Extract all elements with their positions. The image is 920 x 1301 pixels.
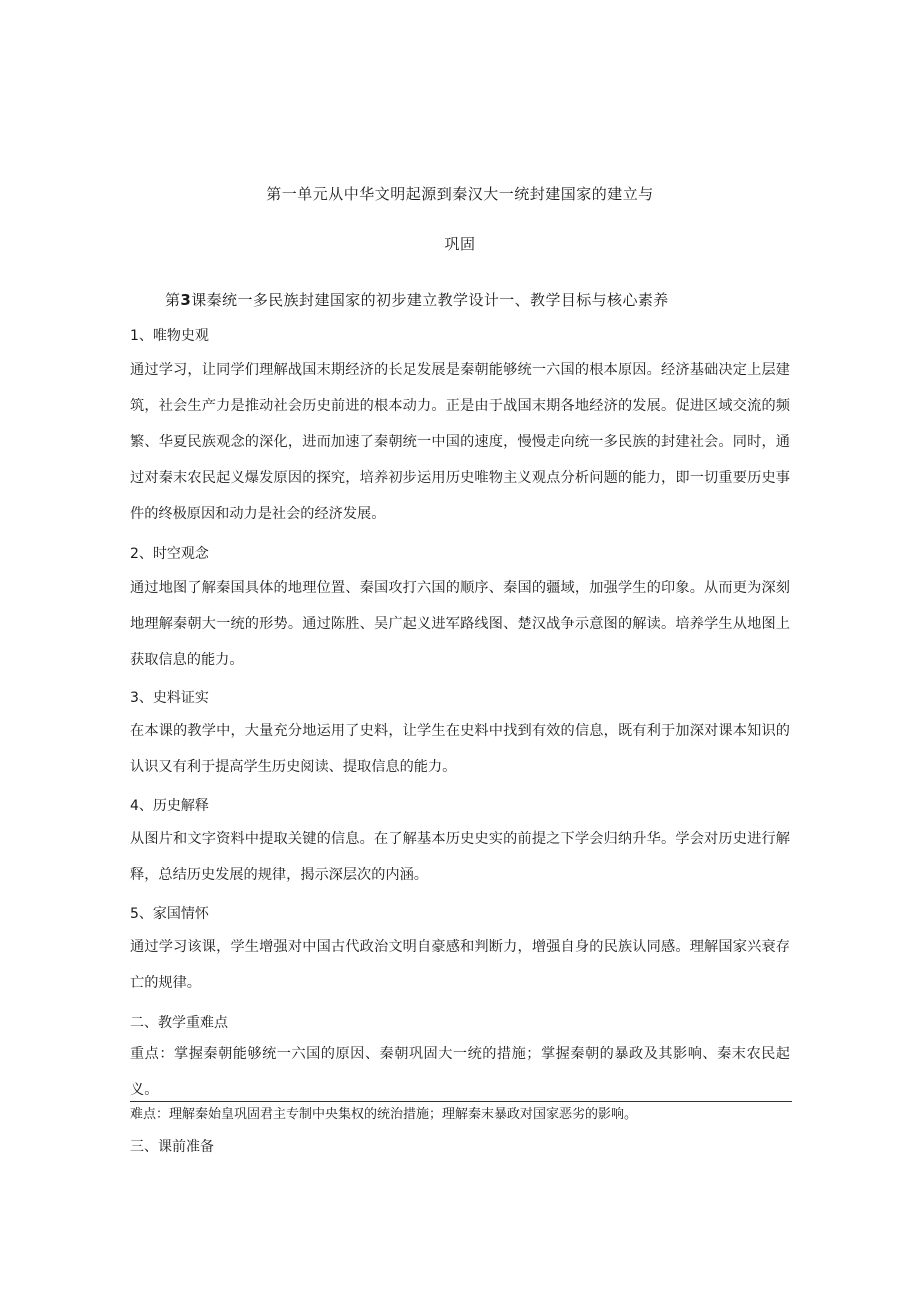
difficult-points-text: 难点：理解秦始皇巩固君主专制中央集权的统治措施；理解秦末暴政对国家恶劣的影响。 <box>130 1107 638 1122</box>
lesson-title-text: 课秦统一多民族封建国家的初步建立教学设计一、教学目标与核心素养 <box>191 291 669 309</box>
section-body-evidence: 在本课的教学中，大量充分地运用了史料，让学生在史料中找到有效的信息，既有利于加深对课本知识的认识又有利于提高学生历史阅读、提取信息的能力。 <box>130 723 790 775</box>
key-points-text: 重点：掌握秦朝能够统一六国的原因、秦朝巩固大一统的措施；掌握秦朝的暴政及其影响、秦末农民起义。 <box>130 1046 790 1098</box>
section-body-materialism: 通过学习，让同学们理解战国末期经济的长足发展是秦朝能够统一六国的根本原因。经济基础决定上层建筑，社会生产力是推动社会历史前进的根本动力。正是由于战国末期各地经济的发展。促进区域交流的频繁、华夏民族观念的深化，进而加速了秦朝统一中国的速度，慢慢走向统一多民族的封建社会。同时，通过对秦末农民起义爆发原因的探究，培养初步运用历史唯物主义观点分析问题的能力，即一切重要历史事件的终极原因和动力是社会的经济发展。 <box>130 362 790 522</box>
section-heading-interpretation: 4、历史解释 <box>130 798 209 814</box>
lesson-title <box>165 289 805 310</box>
section-heading-patriotism: 5、家国情怀 <box>130 906 209 922</box>
section-heading-spacetime: 2、时空观念 <box>130 546 209 562</box>
horizontal-divider <box>130 1101 792 1102</box>
unit-title-line2: 巩固 <box>444 235 476 253</box>
lesson-number: 3 <box>180 291 192 309</box>
part2-heading: 二、教学重难点 <box>130 1015 228 1031</box>
lesson-title-prefix: 第 <box>165 291 181 309</box>
part3-heading: 三、课前准备 <box>130 1139 214 1155</box>
section-heading-materialism: 1、唯物史观 <box>130 328 209 344</box>
unit-title-line1: 第一单元从中华文明起源到秦汉大一统封建国家的建立与 <box>266 185 654 203</box>
section-body-patriotism: 通过学习该课，学生增强对中国古代政治文明自豪感和判断力，增强自身的民族认同感。理解国家兴衰存亡的规律。 <box>130 939 790 991</box>
section-body-interpretation: 从图片和文字资料中提取关键的信息。在了解基本历史史实的前提之下学会归纳升华。学会对历史进行解释，总结历史发展的规律，揭示深层次的内涵。 <box>130 831 790 883</box>
section-heading-evidence: 3、史料证实 <box>130 690 209 706</box>
section-body-spacetime: 通过地图了解秦国具体的地理位置、秦国攻打六国的顺序、秦国的疆域，加强学生的印象。从而更为深刻地理解秦朝大一统的形势。通过陈胜、吴广起义进军路线图、楚汉战争示意图的解读。培养学生从地图上获取信息的能力。 <box>130 580 790 668</box>
